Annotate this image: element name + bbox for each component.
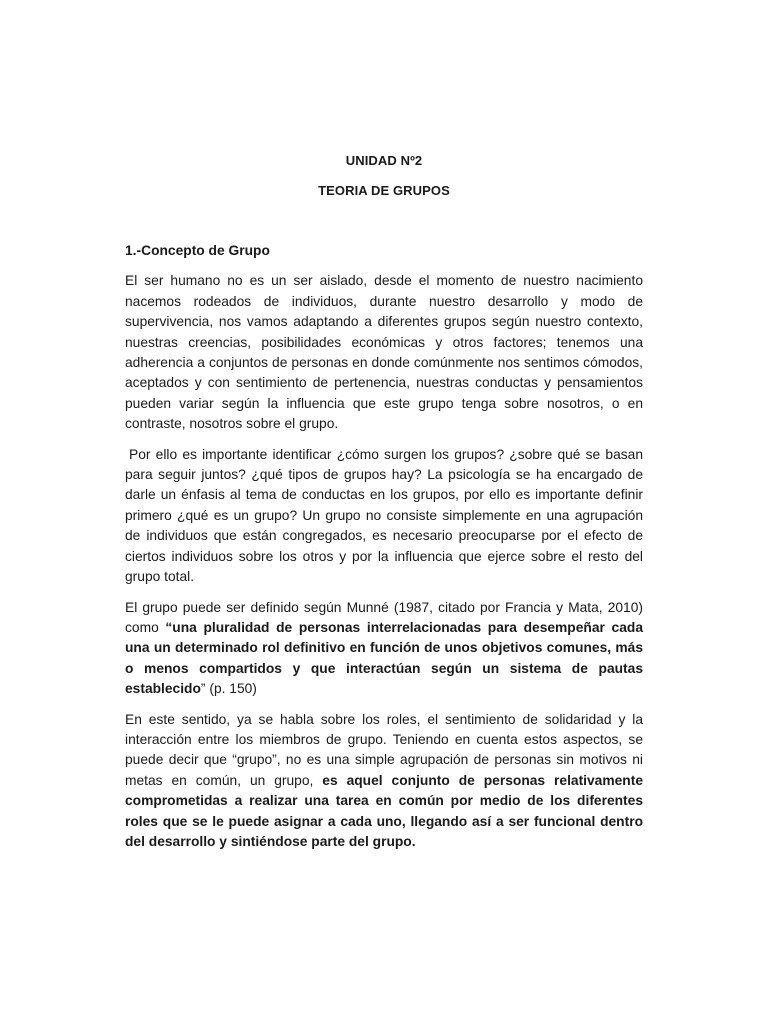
topic-title: TEORIA DE GRUPOS [318,183,450,198]
document-body [125,241,643,862]
paragraph-4 [125,710,643,853]
section-heading: 1.-Concepto de Grupo [125,243,270,258]
unit-title: UNIDAD Nº2 [345,153,423,168]
paragraph-4-intro: En este sentido, ya se habla sobre los roles, el sentimiento de solidaridad y la interacción entre los miembros de grupo. Teniendo en cuenta estos aspectos, se puede decir que “grupo”, no es una simple agrupación de personas sin motivos ni metas en común, un grupo, [125,711,643,788]
paragraph-3-intro: El grupo puede ser definido según Munné (1987, citado por Francia y Mata, 2010) como [125,599,643,635]
paragraph-1: El ser humano no es un ser aislado, desde el momento de nuestro nacimiento nacemos rodeados de individuos, durante nuestro desarrollo y modo de supervivencia, nos vamos adaptando a diferentes grupos según nuestro contexto, nuestras creencias, posibilidades económicas y otros factores; tenemos una adherencia a conjuntos de personas en donde comúnmente nos sentimos cómodos, aceptados y con sentimiento de pertenencia, nuestras conductas y pensamientos pueden variar según la influencia que este grupo tenga sobre nosotros, o en contraste, nosotros sobre el grupo. [125,273,643,432]
paragraph-3-quote: “una pluralidad de personas interrelacionadas para desempeñar cada una un determinado rol definitivo en función de unos objetivos comunes, más o menos compartidos y que interactúan según un sistema de pautas establecido [125,619,643,697]
paragraph-3 [125,598,643,700]
paragraph-3-citation: ” (p. 150) [200,681,257,697]
paragraph-4-bold-definition: es aquel conjunto de personas relativamente comprometidas a realizar una tarea en común por medio de los diferentes roles que se le puede asignar a cada uno, llegando así a ser funcional dentro del desarrollo y sintiéndose parte del grupo. [125,772,643,849]
paragraph-2: Por ello es importante identificar ¿cómo surgen los grupos? ¿sobre qué se basan para seguir juntos? ¿qué tipos de grupos hay? La psicología se ha encargado de darle un énfasis al tema de conductas en los grupos, por ello es importante definir primero ¿qué es un grupo? Un grupo no consiste simplemente en una agrupación de individuos que están congregados, es necesario preocuparse por el efecto de ciertos individuos sobre los otros y por la influencia que ejerce sobre el resto del grupo total. [125,446,643,585]
